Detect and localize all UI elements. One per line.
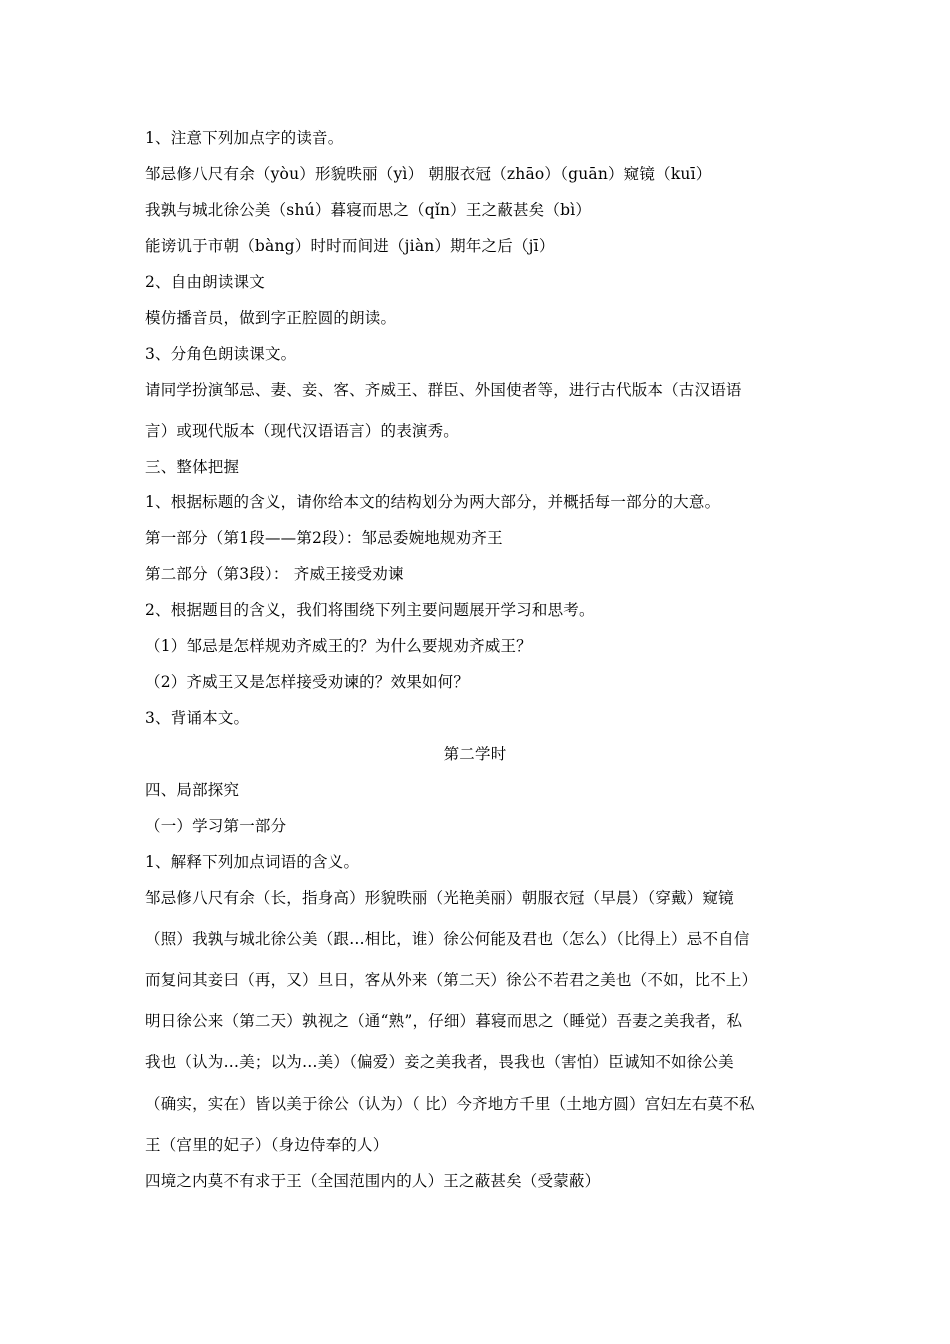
- text-line: （2）齐威王又是怎样接受劝谏的？效果如何？: [145, 673, 470, 691]
- text-line: 3、背诵本文。: [145, 709, 250, 727]
- text-line: 2、自由朗读课文: [145, 273, 265, 291]
- text-line: （确实，实在）皆以美于徐公（认为）（ 比）今齐地方千里（土地方圆）宫妇左右莫不私: [145, 1095, 755, 1113]
- text-line: （1）邹忌是怎样规劝齐威王的？为什么要规劝齐威王？: [145, 637, 532, 655]
- text-line: 请同学扮演邹忌、妻、妾、客、齐威王、群臣、外国使者等，进行古代版本（古汉语语: [145, 381, 742, 399]
- text-line: 2、根据题目的含义，我们将围绕下列主要问题展开学习和思考。: [145, 601, 595, 619]
- text-line: 明日徐公来（第二天）孰视之（通“熟”，仔细）暮寝而思之（睡觉）吾妻之美我者，私: [145, 1012, 743, 1030]
- text-line: （照）我孰与城北徐公美（跟…相比，谁）徐公何能及君也（怎么）（比得上）忌不自信: [145, 930, 750, 948]
- text-line: 3、分角色朗读课文。: [145, 345, 297, 363]
- subsection-heading: （一）学习第一部分: [145, 817, 287, 835]
- text-line: 四境之内莫不有求于王（全国范围内的人）王之蔽甚矣（受蒙蔽）: [145, 1172, 601, 1190]
- section-heading: 三、整体把握: [145, 458, 240, 476]
- lesson-heading: 第二学时: [443, 745, 507, 763]
- text-line: 我孰与城北徐公美（shú）暮寝而思之（qǐn）王之蔽甚矣（bì）: [145, 201, 592, 219]
- text-line: 我也（认为…美；以为…美）（偏爱）妾之美我者，畏我也（害怕）臣诚知不如徐公美: [145, 1053, 734, 1071]
- text-line: 邹忌修八尺有余（长，指身高）形貌昳丽（光艳美丽）朝服衣冠（早晨）（穿戴）窥镜: [145, 889, 734, 907]
- text-line: 第二部分（第3段）： 齐威王接受劝谏: [145, 565, 404, 583]
- text-line: 1、注意下列加点字的读音。: [145, 129, 344, 147]
- text-line: 模仿播音员，做到字正腔圆的朗读。: [145, 309, 397, 327]
- text-line: 而复问其妾曰（再，又）旦日，客从外来（第二天）徐公不若君之美也（不如，比不上）: [145, 971, 758, 989]
- text-line: 言）或现代版本（现代汉语语言）的表演秀。: [145, 422, 460, 440]
- text-line: 能谤讥于市朝（bàng）时时而间进（jiàn）期年之后（jī）: [145, 237, 555, 255]
- text-line: 1、根据标题的含义，请你给本文的结构划分为两大部分，并概括每一部分的大意。: [145, 493, 721, 511]
- text-line: 1、解释下列加点词语的含义。: [145, 853, 360, 871]
- text-line: 邹忌修八尺有余（yòu）形貌昳丽（yì） 朝服衣冠（zhāo）（guān）窥镜（kuī）: [145, 165, 712, 183]
- text-line: 第一部分（第1段——第2段）：邹忌委婉地规劝齐王: [145, 529, 503, 547]
- section-heading: 四、局部探究: [145, 781, 240, 799]
- text-line: 王（宫里的妃子）（身边侍奉的人）: [145, 1136, 389, 1154]
